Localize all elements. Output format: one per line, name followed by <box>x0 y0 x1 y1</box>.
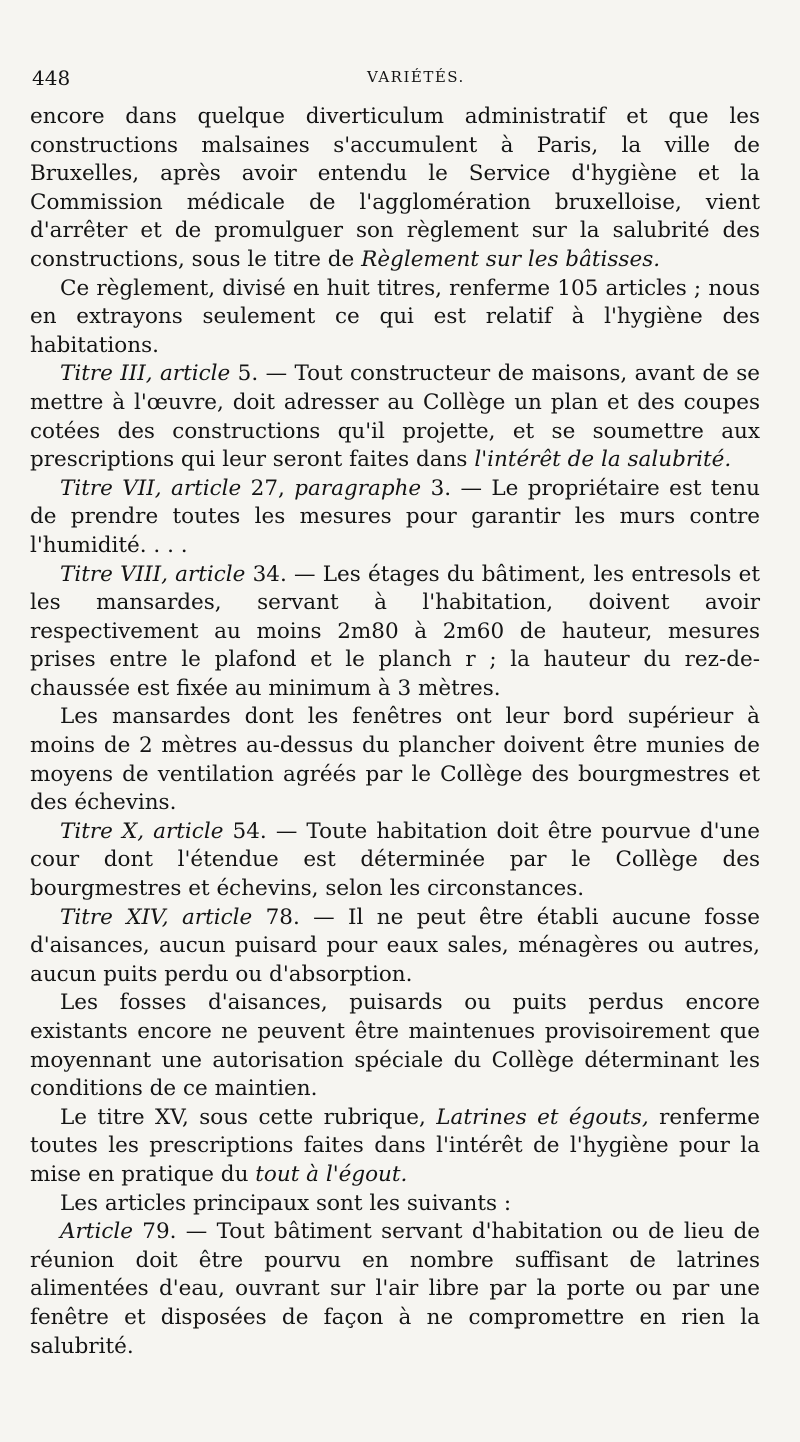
paragraph-titre-viii: Titre VIII, article 34. — Les étages du bâtiment, les entresols et les mansardes, servant à l'habitation, doivent avoir respectivement au moins 2m80 à 2m60 de hauteur, mesures prises entre le plafond et le planch r ; la hauteur du rez-de-chaussée est fixée au minimum à 3 mètres. <box>30 561 760 701</box>
paragraph-titre-vii: Titre VII, article 27, paragraphe 3. — Le propriétaire est tenu de prendre toutes les mesures pour garantir les murs contre l'humidité. . . . <box>30 475 760 558</box>
paragraph-2: Ce règlement, divisé en huit titres, renferme 105 articles ; nous en extrayons seulement ce qui est relatif à l'hygiène des habitations. <box>30 275 760 358</box>
paragraph-titre-xiv: Titre XIV, article 78. — Il ne peut être établi aucune fosse d'aisances, aucun puisard pour eaux sales, ménagères ou autres, aucun puits perdu ou d'absorption. <box>30 904 760 987</box>
paragraph-titre-iii: Titre III, article 5. — Tout constructeur de maisons, avant de se mettre à l'œuvre, doit adresser au Collège un plan et des coupes cotées des constructions qu'il projette, et se soumettre aux prescriptions qui leur seront faites dans l'intérêt de la salubrité. <box>30 361 760 473</box>
running-title: VARIÉTÉS. <box>367 68 465 86</box>
paragraph-mansardes: Les mansardes dont les fenêtres ont leur bord supérieur à moins de 2 mètres au-dessus du plancher doivent être munies de moyens de ventilation agréés par le Collège des bourgmestres et des échevins. <box>30 704 760 816</box>
paragraph-article-79: Article 79. — Tout bâtiment servant d'habitation ou de lieu de réunion doit être pourvu en nombre suffisant de latrines alimentées d'eau, ouvrant sur l'air libre par la porte ou par une fenêtre et disposées de façon à ne compromettre en rien la salubrité. <box>30 1219 760 1359</box>
paragraph-titre-x: Titre X, article 54. — Toute habitation doit être pourvue d'une cour dont l'étendue est déterminée par le Collège des bourgmestres et échevins, selon les circonstances. <box>30 818 760 902</box>
paragraph-1: encore dans quelque diverticulum administratif et que les constructions malsaines s'accumulent à Paris, la ville de Bruxelles, après avoir entendu le Service d'hygiène et la Commission médicale de l'agglomération bruxelloise, vient d'arrêter et de promulguer son règlement sur la salubrité des constructions, sous le titre de Règlement sur les bâtisses. <box>30 104 760 272</box>
paragraph-titre-xv: Le titre XV, sous cette rubrique, Latrines et égouts, renferme toutes les prescriptions faites dans l'intérêt de l'hygiène pour la mise en pratique du tout à l'égout. <box>30 1104 760 1187</box>
paragraph-articles-intro: Les articles principaux sont les suivants : <box>60 1190 512 1216</box>
paragraph-fosses: Les fosses d'aisances, puisards ou puits perdus encore existants encore ne peuvent être maintenues provisoirement que moyennant une autorisation spéciale du Collège déterminant les conditions de ce maintien. <box>30 990 760 1102</box>
page-header <box>30 62 760 98</box>
page-number: 448 <box>32 66 71 90</box>
body-text <box>30 103 760 1361</box>
